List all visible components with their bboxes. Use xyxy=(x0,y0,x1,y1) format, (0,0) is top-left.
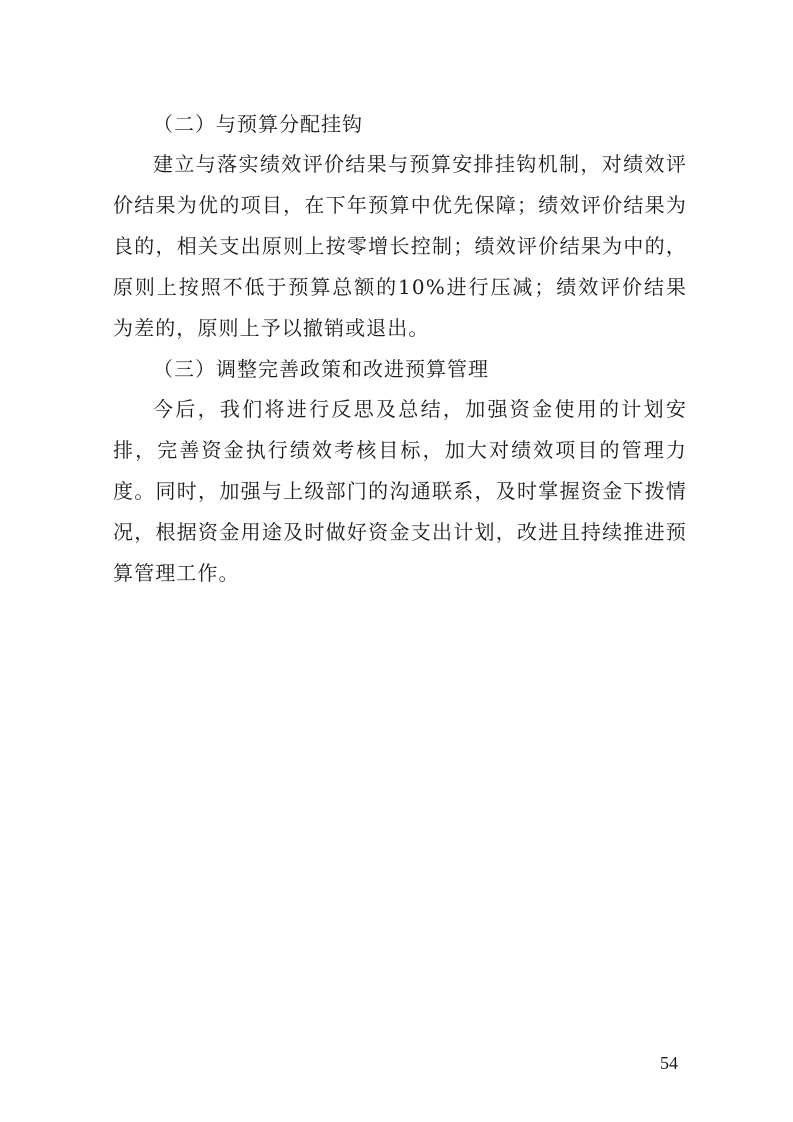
section-paragraph-budget-allocation: 建立与落实绩效评价结果与预算安排挂钩机制，对绩效评价结果为优的项目，在下年预算中优先保障；绩效评价结果为良的，相关支出原则上按零增长控制；绩效评价结果为中的，原则上按照不低于预算总额的10%进行压减；绩效评价结果为差的，原则上予以撤销或退出。 xyxy=(113,152,687,340)
document-body xyxy=(113,104,687,594)
section-paragraph-policy-adjustment: 今后，我们将进行反思及总结，加强资金使用的计划安排，完善资金执行绩效考核目标，加大对绩效项目的管理力度。同时，加强与上级部门的沟通联系，及时掌握资金下拨情况，根据资金用途及时做好资金支出计划，改进且持续推进预算管理工作。 xyxy=(113,397,687,585)
section-heading-policy-adjustment: （三）调整完善政策和改进预算管理 xyxy=(153,357,489,381)
page-number: 54 xyxy=(660,1053,678,1073)
section-heading-budget-allocation: （二）与预算分配挂钩 xyxy=(153,112,363,136)
